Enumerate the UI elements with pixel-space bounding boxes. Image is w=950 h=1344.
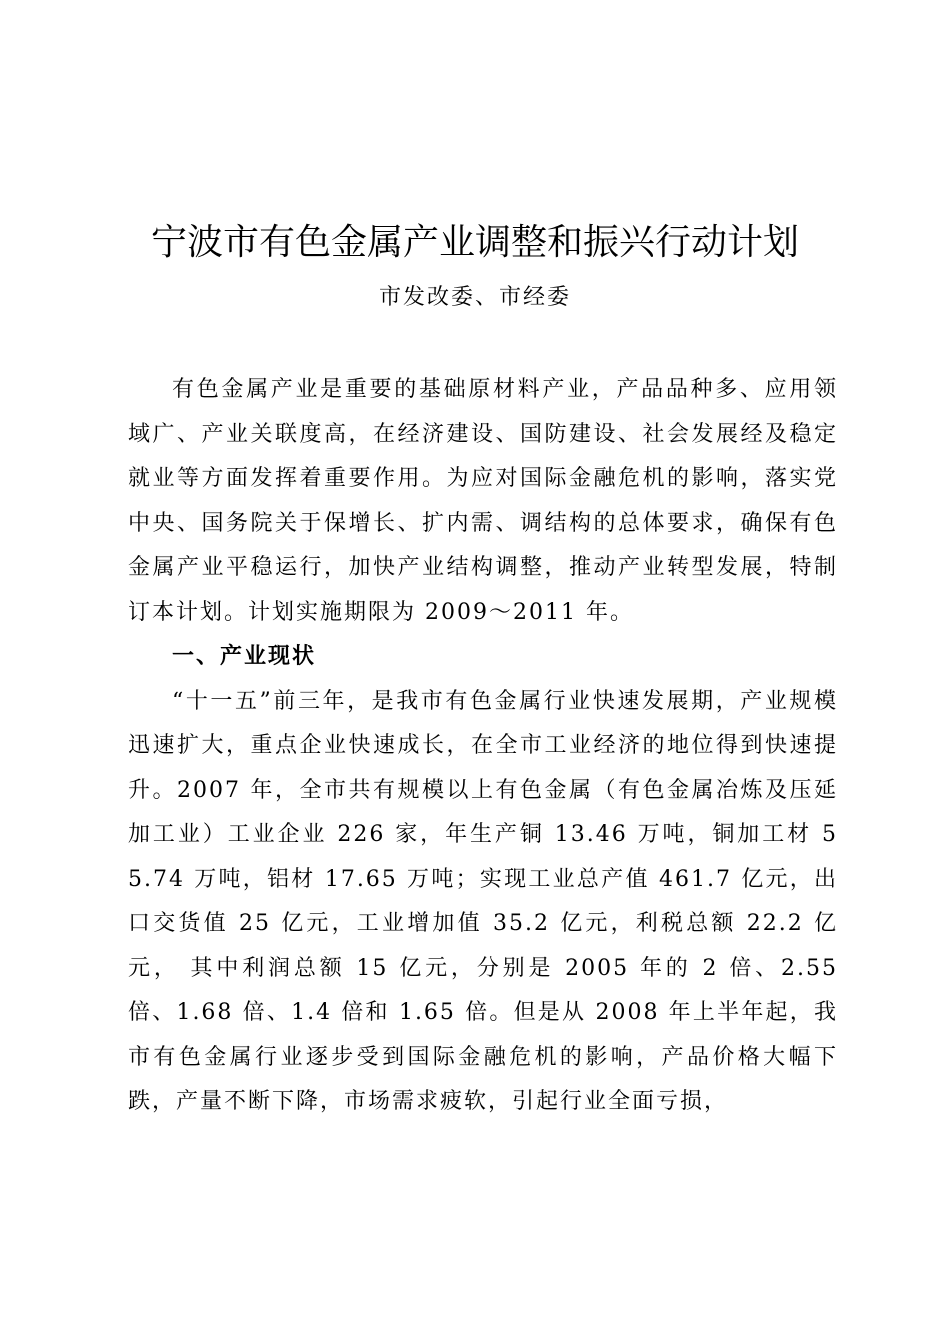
document-author: 市发改委、市经委 [378,285,571,310]
section-paragraph: “十一五”前三年，是我市有色金属行业快速发展期，产业规模迅速扩大，重点企业快速成长，在全市工业经济的地位得到快速提升。2007 年，全市共有规模以上有色金属（有色金属冶炼及压延加工业）工业企业 226 家，年生产铜 13.46 万吨，铜加工材 55.74 万吨，铝材 17.65 万吨；实现工业总产值 461.7 亿元，出口交货值 25 亿元，工业增加值 35.2 亿元，利税总额 22.2 亿元， 其中利润总额 15 亿元，分别是 2005 年的 2 倍、2.55 倍、1.68 倍、1.4 倍和 1.65 倍。但是从 2008 年上半年起，我市有色金属行业逐步受到国际金融危机的影响，产品价格大幅下跌，产量不断下降，市场需求疲软，引起行业全面亏损， [128,688,838,1114]
document-body [128,368,838,1125]
section-heading: 一、产业现状 [172,644,317,669]
document-title: 宁波市有色金属产业调整和振兴行动计划 [150,222,799,263]
intro-paragraph: 有色金属产业是重要的基础原材料产业，产品品种多、应用领域广、产业关联度高，在经济建设、国防建设、社会发展经及稳定就业等方面发挥着重要作用。为应对国际金融危机的影响，落实党中央、国务院关于保增长、扩内需、调结构的总体要求，确保有色金属产业平稳运行，加快产业结构调整，推动产业转型发展，特制订本计划。计划实施期限为 2009～2011 年。 [128,377,838,625]
